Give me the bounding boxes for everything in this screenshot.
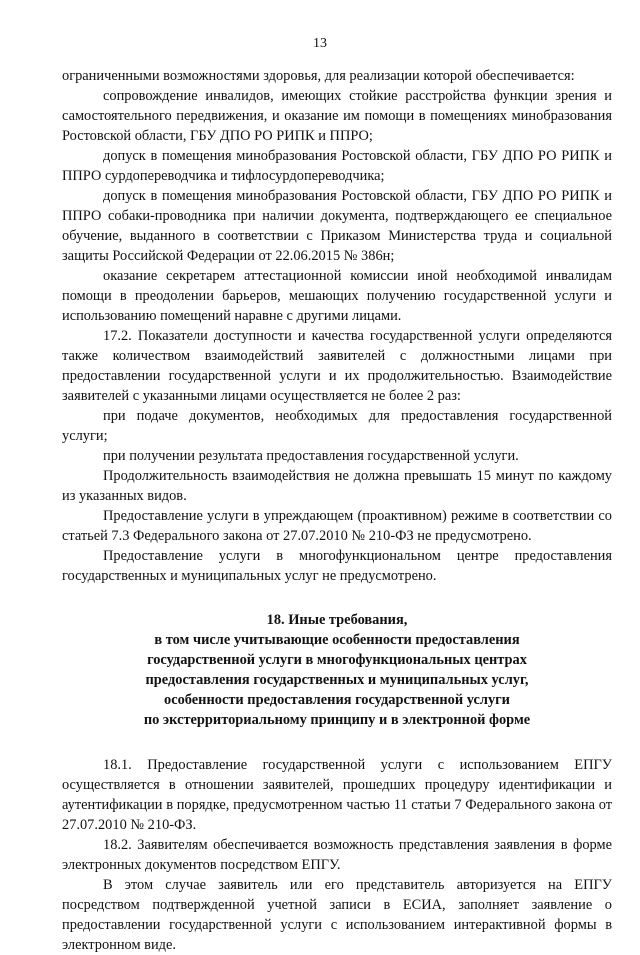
paragraph: при подаче документов, необходимых для предоставления государственной услуги; (62, 408, 612, 444)
paragraph: Предоставление услуги в многофункциональном центре предоставления государственных и муниципальных услуг не предусмотрено. (62, 548, 612, 584)
document-body (62, 66, 612, 955)
section-heading-line: особенности предоставления государственной услуги (164, 692, 510, 708)
paragraph: ограниченными возможностями здоровья, для реализации которой обеспечивается: (62, 68, 575, 84)
page-number: 13 (313, 36, 327, 51)
section-heading-line: по экстерриториальному принципу и в электронной форме (143, 712, 531, 728)
paragraph: 18.2. Заявителям обеспечивается возможность представления заявления в форме электронных документов посредством ЕПГУ. (62, 837, 612, 873)
paragraph: сопровождение инвалидов, имеющих стойкие расстройства функции зрения и самостоятельного передвижения, и оказание им помощи в помещениях минобразования Ростовской области, ГБУ ДПО РО РИПК и ППРО; (62, 88, 612, 144)
paragraph: допуск в помещения минобразования Ростовской области, ГБУ ДПО РО РИПК и ППРО собаки-проводника при наличии документа, подтверждающего ее специальное обучение, выданного в соответствии с Приказом Министерства труда и социальной защиты Российской Федерации от 22.06.2015 № 386н; (62, 188, 612, 264)
paragraph: допуск в помещения минобразования Ростовской области, ГБУ ДПО РО РИПК и ППРО сурдопереводчика и тифлосурдопереводчика; (62, 148, 612, 184)
paragraph: Продолжительность взаимодействия не должна превышать 15 минут по каждому из указанных видов. (62, 468, 612, 504)
paragraph: Предоставление услуги в упреждающем (проактивном) режиме в соответствии со статьей 7.3 Федерального закона от 27.07.2010 № 210-ФЗ не предусмотрено. (62, 508, 612, 544)
paragraph: В этом случае заявитель или его представитель авторизуется на ЕПГУ посредством подтвержденной учетной записи в ЕСИА, заполняет заявление о предоставлении государственной услуги с использованием интерактивной формы в электронном виде. (62, 877, 612, 953)
paragraph: при получении результата предоставления государственной услуги. (103, 448, 519, 464)
section-body (62, 755, 612, 955)
paragraph: 17.2. Показатели доступности и качества государственной услуги определяются также количеством взаимодействий заявителей с должностными лицами при предоставлении государственной услуги и их продолжительностью. Взаимодействие заявителей с указанными лицами осуществляется не более 2 раз: (62, 328, 612, 404)
section-heading-line: 18. Иные требования, (266, 612, 408, 628)
section-heading (62, 610, 612, 730)
paragraph: 18.1. Предоставление государственной услуги с использованием ЕПГУ осуществляется в отношении заявителей, прошедших процедуру идентификации и аутентификации в порядке, предусмотренном частью 11 статьи 7 Федерального закона от 27.07.2010 № 210-ФЗ. (62, 757, 612, 833)
section-heading-line: в том числе учитывающие особенности предоставления (154, 632, 520, 648)
section-heading-line: предоставления государственных и муниципальных услуг, (145, 672, 529, 688)
section-heading-line: государственной услуги в многофункциональных центрах (147, 652, 527, 668)
paragraph: оказание секретарем аттестационной комиссии иной необходимой инвалидам помощи в преодолении барьеров, мешающих получению государственной услуги и использованию помещений наравне с другими лицами. (62, 268, 612, 324)
